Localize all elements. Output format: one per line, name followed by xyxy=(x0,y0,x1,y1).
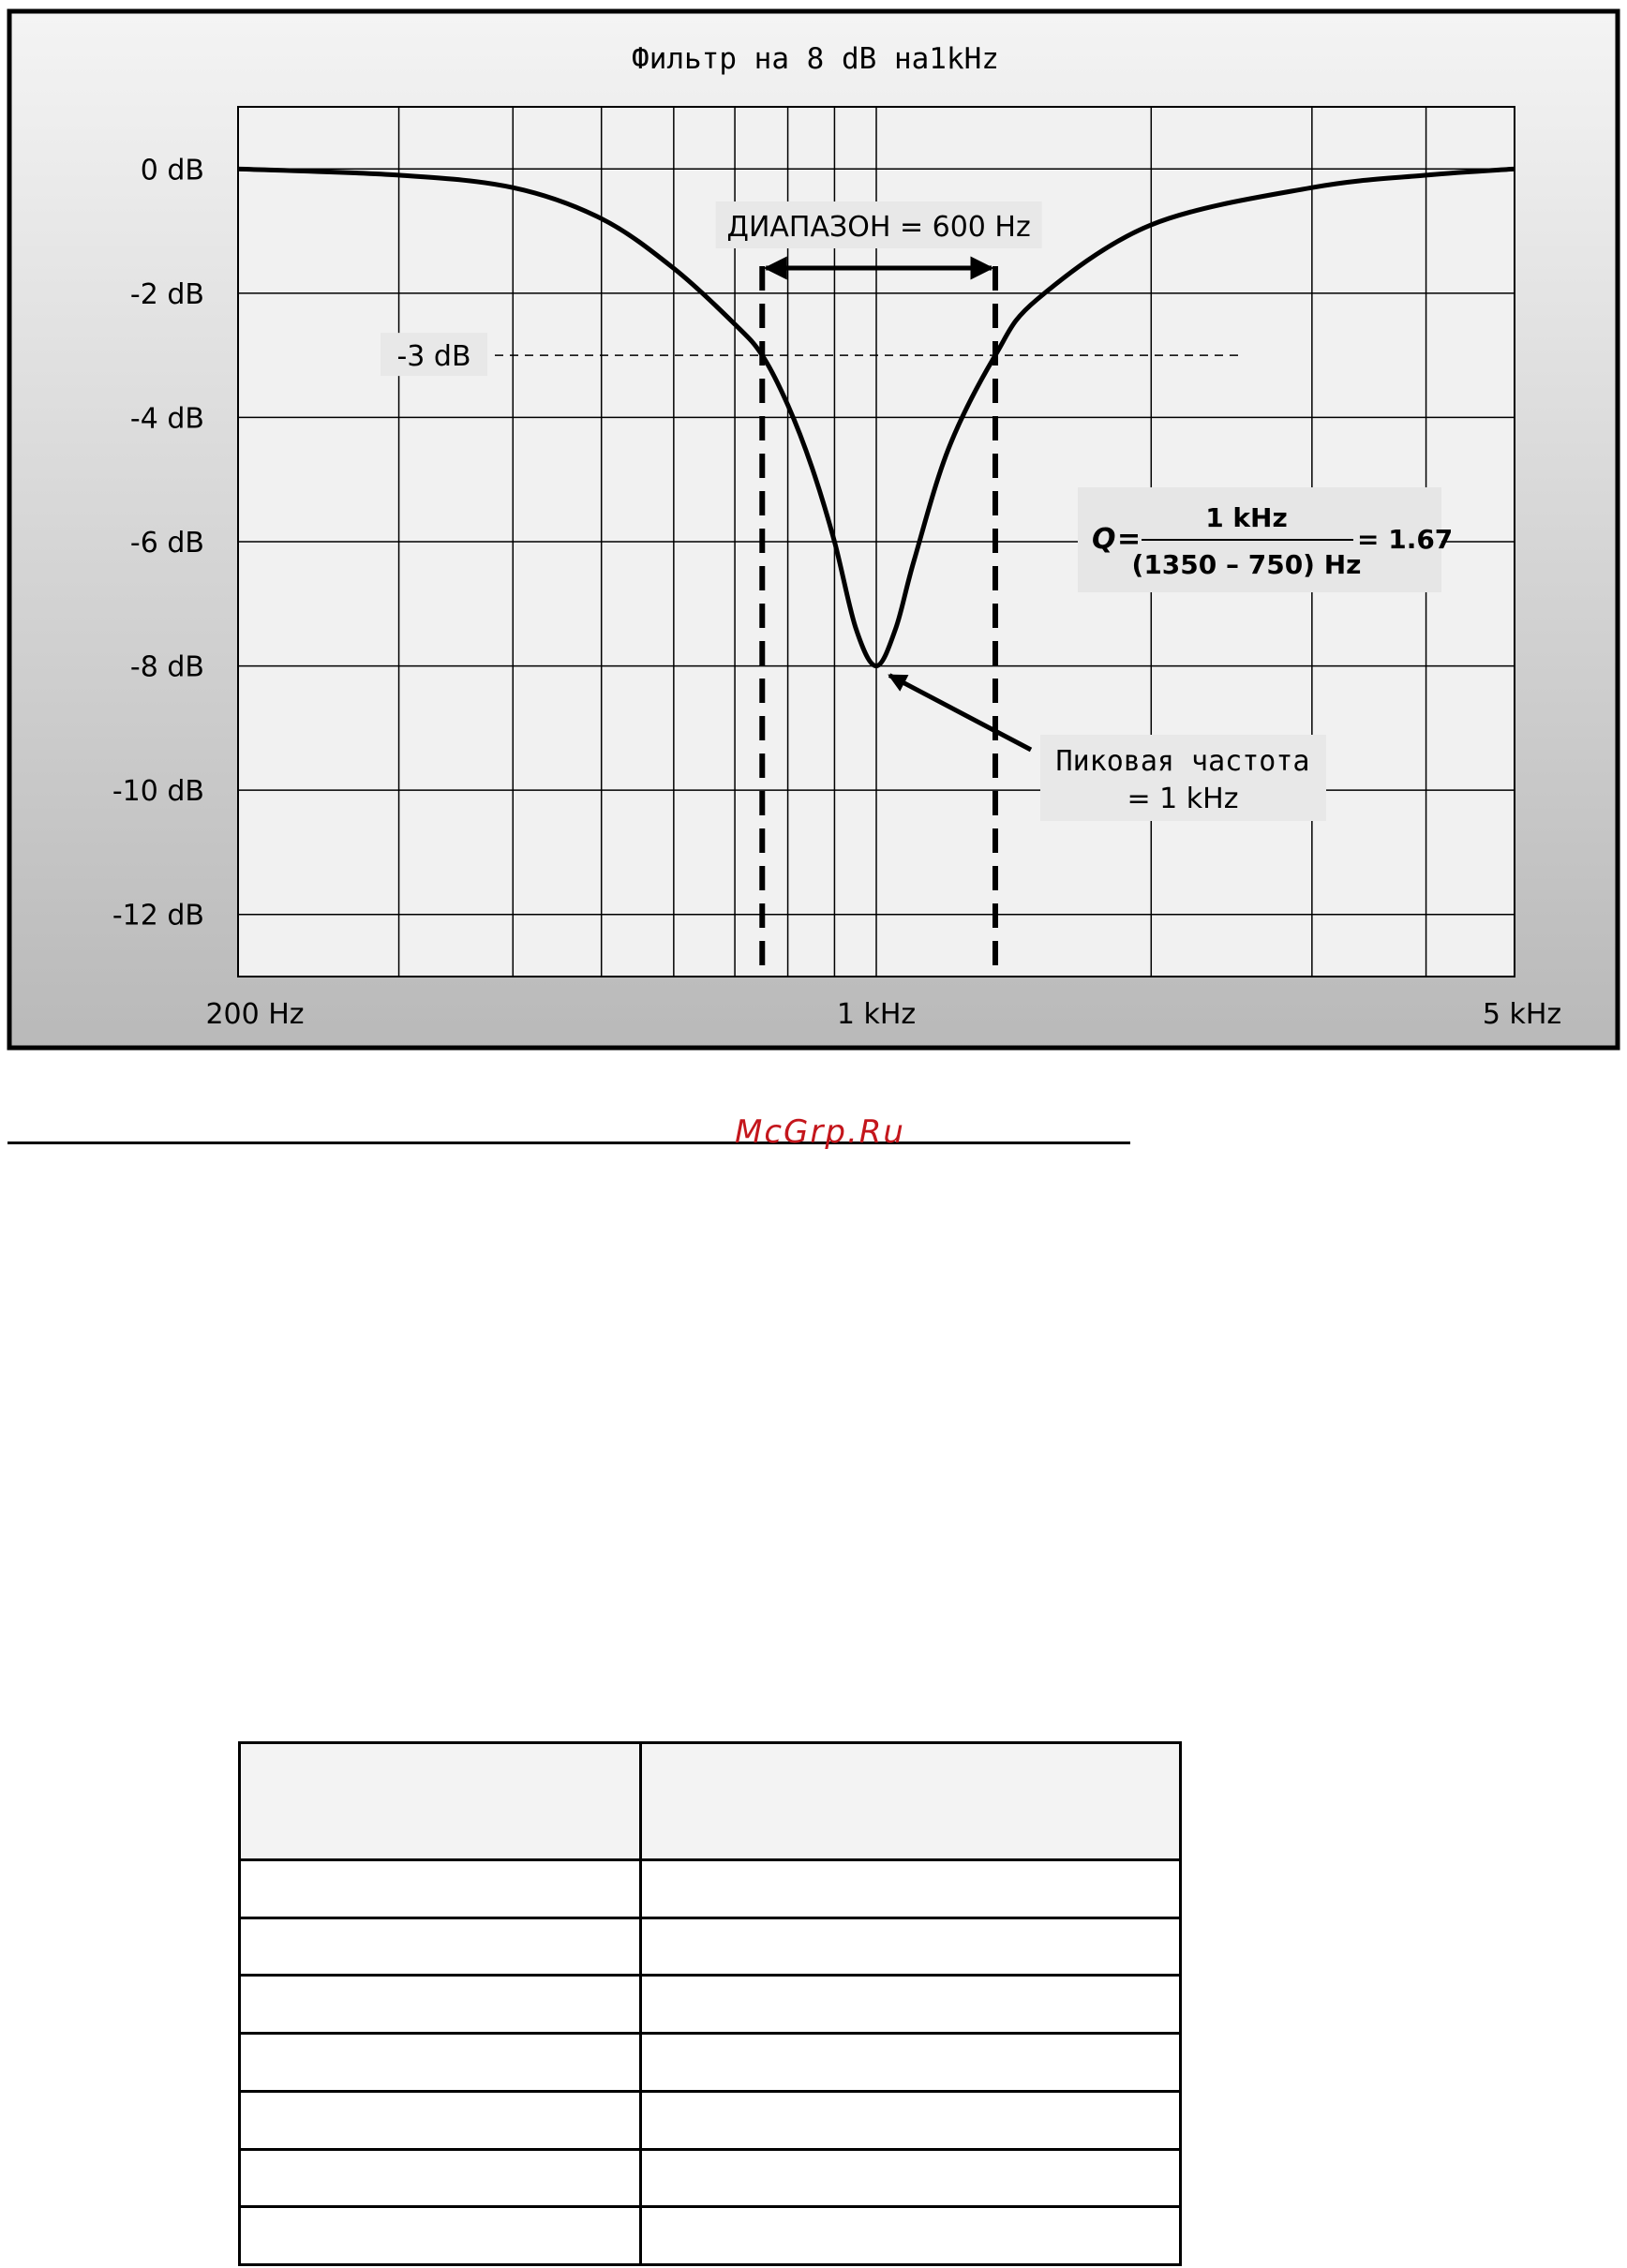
table-row xyxy=(240,1976,1181,2034)
table-cell xyxy=(641,2091,1181,2149)
y-tick-label: -2 dB xyxy=(129,277,204,311)
q-numerator: 1 kHz xyxy=(1205,502,1288,533)
table-cell xyxy=(641,1917,1181,1976)
table-cell xyxy=(240,2034,641,2092)
q-denominator: (1350 – 750) Hz xyxy=(1131,549,1362,580)
table-row xyxy=(240,2034,1181,2092)
table-row xyxy=(240,1860,1181,1918)
table-cell xyxy=(240,2207,641,2265)
minus3-label: -3 dB xyxy=(396,340,471,374)
q-result: = 1.67 xyxy=(1357,524,1454,555)
table-cell xyxy=(240,2149,641,2207)
table-row xyxy=(240,2091,1181,2149)
table-cell xyxy=(240,1976,641,2034)
table-cell xyxy=(240,1917,641,1976)
blank-table xyxy=(238,1741,1182,2266)
table-row xyxy=(240,2149,1181,2207)
table-cell xyxy=(240,2091,641,2149)
x-tick-label: 1 kHz xyxy=(836,998,917,1031)
table-row xyxy=(240,1743,1181,1860)
site-watermark: McGrp.Ru xyxy=(735,1113,905,1151)
x-tick-label: 200 Hz xyxy=(205,998,305,1031)
y-tick-label: -12 dB xyxy=(112,899,204,933)
y-tick-label: -6 dB xyxy=(129,527,204,560)
table-cell xyxy=(641,1743,1181,1860)
bandwidth-label: ДИАПАЗОН = 600 Hz xyxy=(726,211,1031,244)
table-cell xyxy=(641,2034,1181,2092)
y-tick-label: 0 dB xyxy=(140,154,204,187)
table-row xyxy=(240,1917,1181,1976)
divider-line xyxy=(7,1141,1130,1144)
table-cell xyxy=(641,1860,1181,1918)
table-cell xyxy=(240,1743,641,1860)
table-cell xyxy=(641,2207,1181,2265)
q-equals: = xyxy=(1117,523,1142,556)
y-tick-label: -8 dB xyxy=(129,650,204,684)
table-cell xyxy=(641,1976,1181,2034)
table-cell xyxy=(240,1860,641,1918)
table-cell xyxy=(641,2149,1181,2207)
y-tick-label: -4 dB xyxy=(129,402,204,436)
table-row xyxy=(240,2207,1181,2265)
y-tick-label: -10 dB xyxy=(112,775,204,809)
peak-label-line2: = 1 kHz xyxy=(1127,783,1239,815)
x-tick-label: 5 kHz xyxy=(1482,998,1562,1031)
chart-svg xyxy=(0,0,1627,1059)
q-symbol: Q xyxy=(1092,523,1116,556)
peak-label-line1: Пиковая частота xyxy=(1055,745,1310,778)
chart-title: Фильтр на 8 dB на1kHz xyxy=(632,42,999,76)
filter-chart xyxy=(0,0,1627,1059)
